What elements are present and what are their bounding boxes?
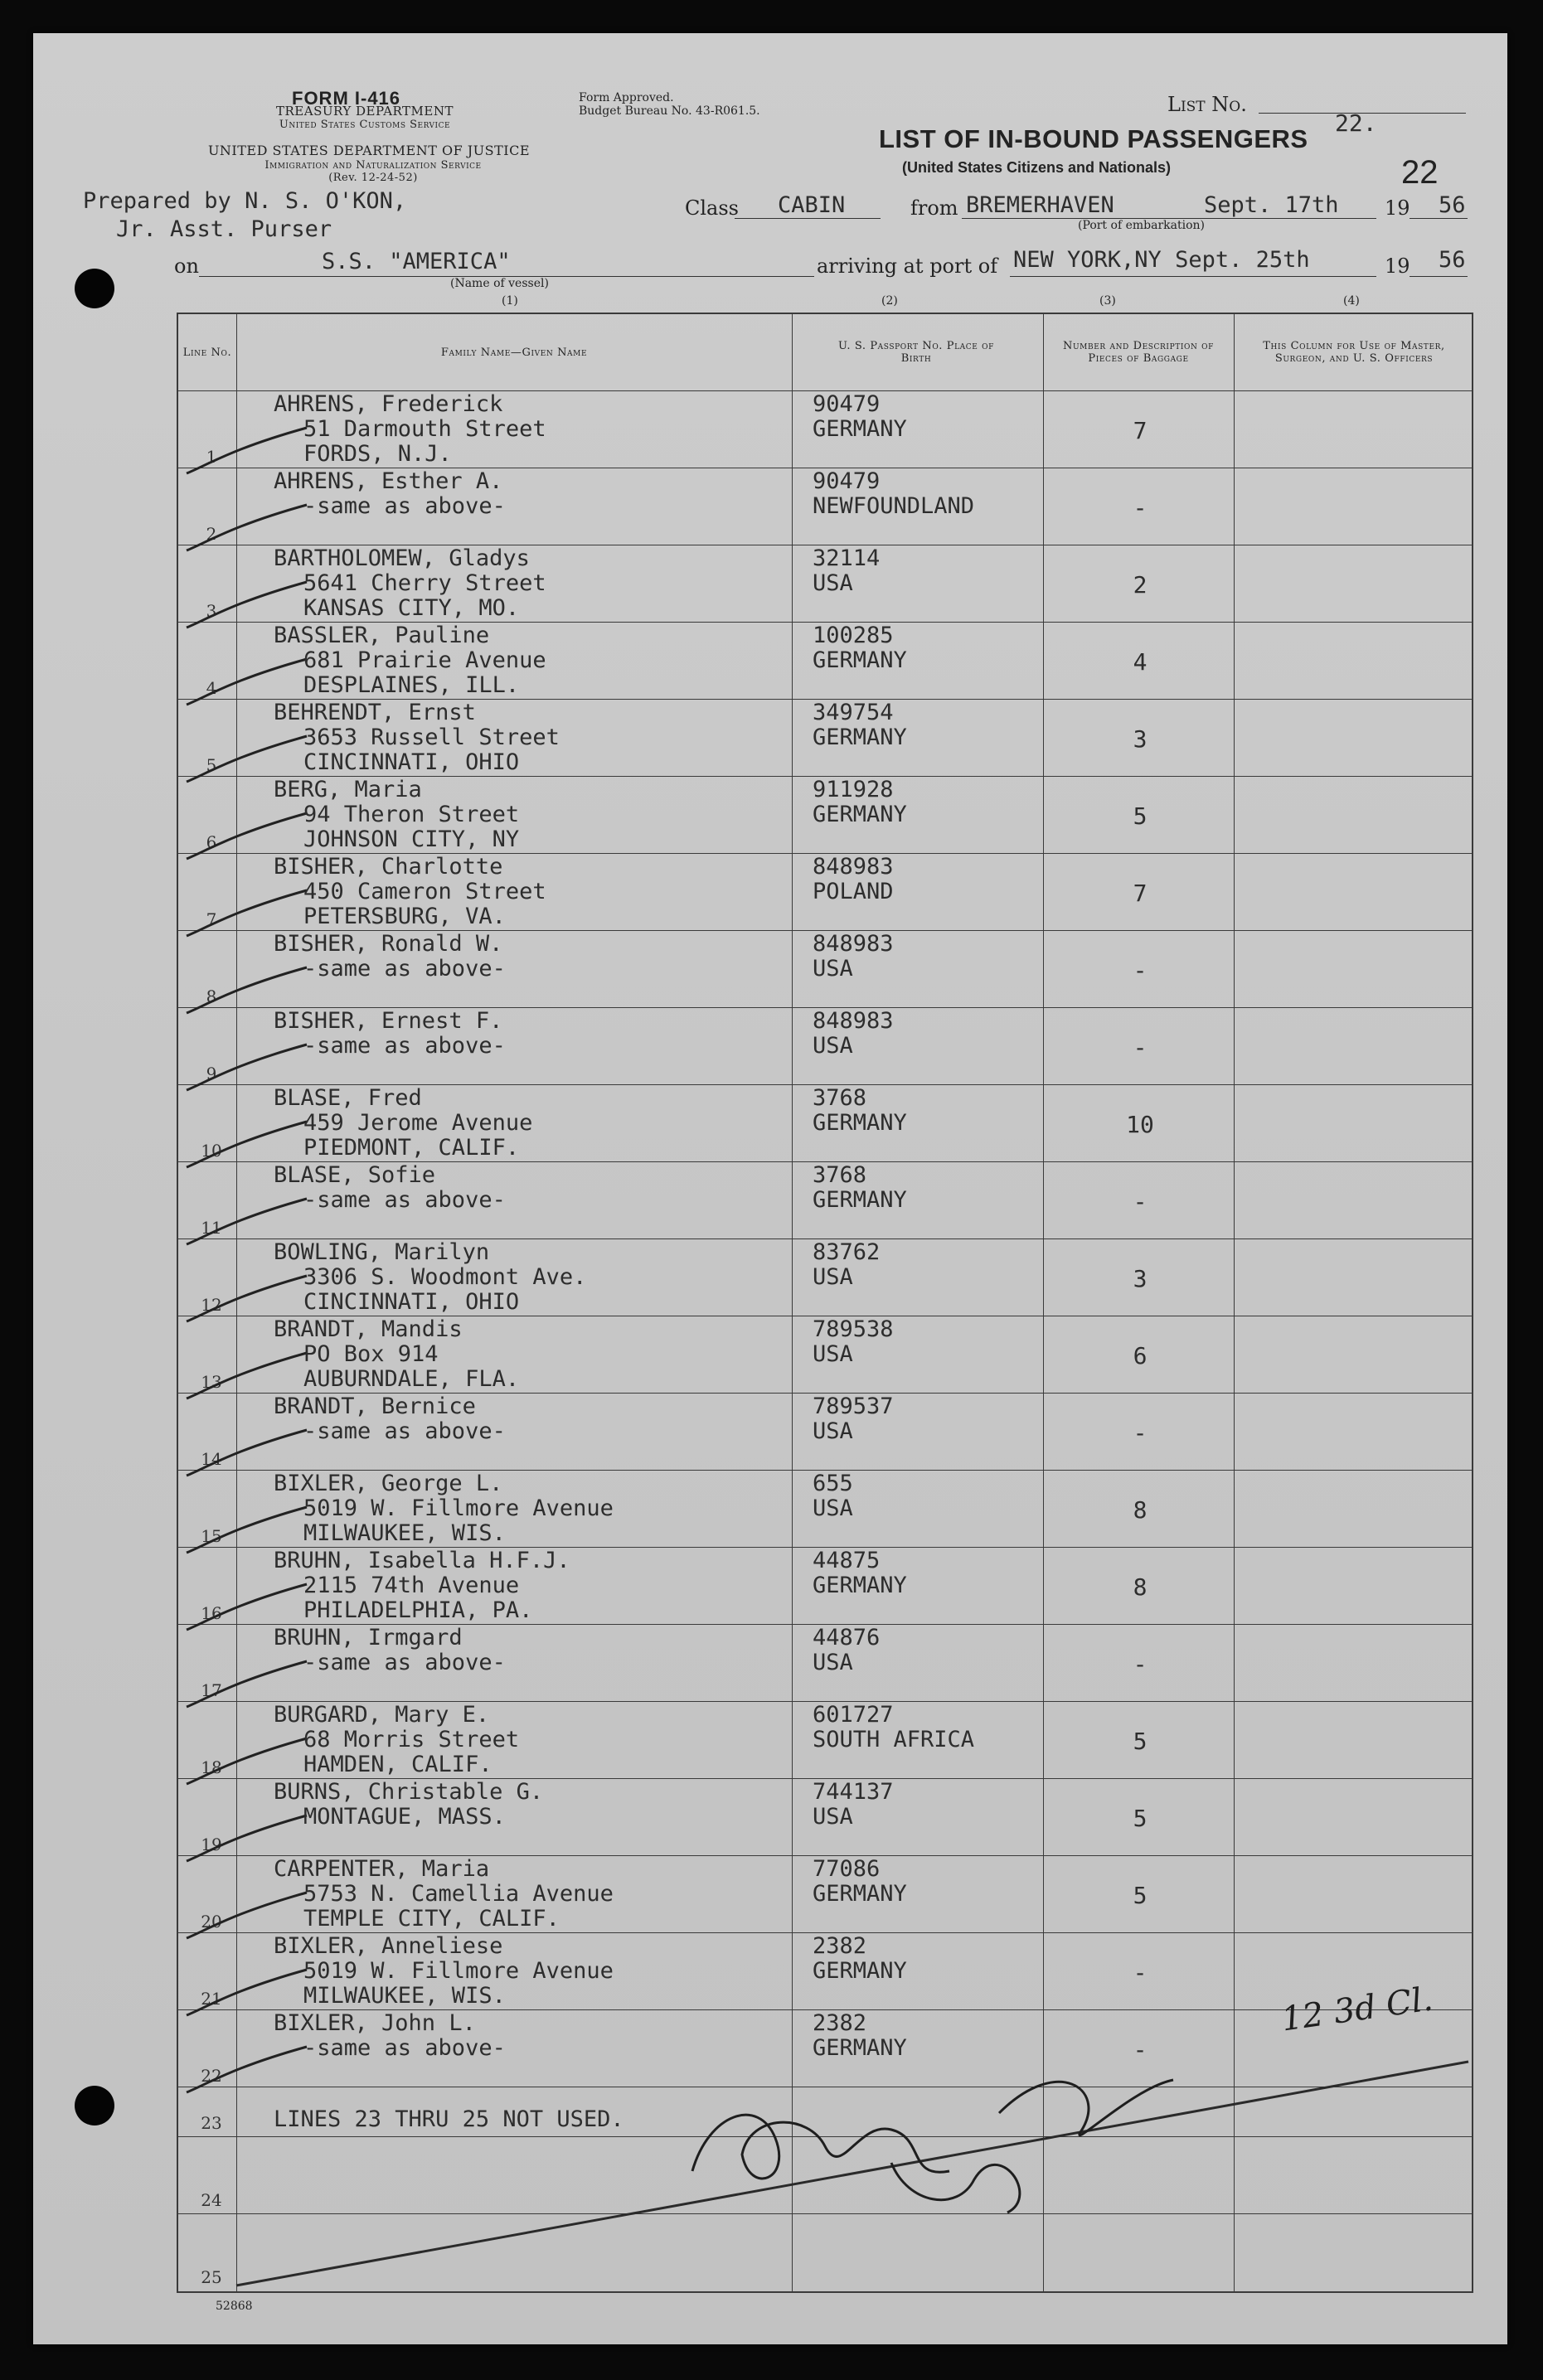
place-of-birth: USA xyxy=(813,1650,853,1675)
place-of-birth: GERMANY xyxy=(813,725,907,750)
passport-number: 100285 xyxy=(813,623,894,648)
line-number: 15 xyxy=(201,1526,222,1546)
passport-number: 744137 xyxy=(813,1779,894,1805)
passport-number: 90479 xyxy=(813,468,881,494)
class-rule xyxy=(735,218,881,219)
passenger-address-line: PHILADELPHIA, PA. xyxy=(303,1597,533,1623)
baggage-count: - xyxy=(1133,2036,1148,2063)
passenger-address-line: TEMPLE CITY, CALIF. xyxy=(303,1906,560,1932)
class-label: Class xyxy=(685,196,739,220)
passenger-address-line: MILWAUKEE, WIS. xyxy=(303,1520,506,1546)
customs-label: United States Customs Service xyxy=(279,119,451,131)
header-officers: This Column for Use of Master, Surgeon, and U. S. Officers xyxy=(1263,340,1445,365)
line-number: 25 xyxy=(201,2267,222,2287)
place-of-birth: USA xyxy=(813,1418,853,1444)
line-number: 20 xyxy=(201,1912,222,1932)
line-number: 17 xyxy=(201,1680,222,1700)
baggage-count: - xyxy=(1133,1650,1148,1678)
passenger-address-line: -same as above- xyxy=(303,1418,506,1444)
form-subtitle: (United States Citizens and Nationals) xyxy=(902,159,1172,176)
passenger-name: BISHER, Ronald W. xyxy=(274,931,503,957)
passenger-address-line: -same as above- xyxy=(303,956,506,982)
line-number: 1 xyxy=(206,447,217,467)
strike-overlay xyxy=(178,314,1472,2291)
passenger-name: BRUHN, Isabella H.F.J. xyxy=(274,1548,570,1573)
passport-number: 848983 xyxy=(813,931,894,957)
header-baggage: Number and Description of Pieces of Baggage xyxy=(1063,340,1214,365)
place-of-birth: GERMANY xyxy=(813,1958,907,1984)
passenger-address-line: 459 Jerome Avenue xyxy=(303,1110,533,1136)
baggage-count: 5 xyxy=(1133,802,1148,830)
place-of-birth: USA xyxy=(813,1495,853,1521)
rev-label: (Rev. 12-24-52) xyxy=(328,172,418,184)
passenger-name: BERG, Maria xyxy=(274,777,422,802)
passport-number: 83762 xyxy=(813,1239,881,1265)
vessel-caption: (Name of vessel) xyxy=(450,277,549,290)
passenger-address-line: 5019 W. Fillmore Avenue xyxy=(303,1958,614,1984)
passenger-name: BARTHOLOMEW, Gladys xyxy=(274,545,530,571)
column-number-4: (4) xyxy=(1343,294,1360,308)
passenger-address-line: PIEDMONT, CALIF. xyxy=(303,1135,520,1161)
passenger-address-line: DESPLAINES, ILL. xyxy=(303,672,520,698)
passport-number: 601727 xyxy=(813,1702,894,1728)
passenger-name: BLASE, Fred xyxy=(274,1085,422,1111)
line-number: 3 xyxy=(206,601,217,621)
passenger-address-line: 51 Darmouth Street xyxy=(303,416,546,442)
passenger-name: BIXLER, Anneliese xyxy=(274,1933,503,1959)
form-number: FORM I-416 xyxy=(292,88,401,109)
passport-number: 349754 xyxy=(813,700,894,725)
line-number: 16 xyxy=(201,1603,222,1623)
punch-hole xyxy=(75,269,114,308)
passport-number: 789538 xyxy=(813,1316,894,1342)
passport-number: 848983 xyxy=(813,1008,894,1034)
baggage-count: - xyxy=(1133,1034,1148,1061)
passenger-address-line: AUBURNDALE, FLA. xyxy=(303,1366,520,1392)
baggage-count: 5 xyxy=(1133,1728,1148,1755)
baggage-count: 8 xyxy=(1133,1573,1148,1601)
passport-number: 90479 xyxy=(813,391,881,417)
place-of-birth: POLAND xyxy=(813,879,894,904)
baggage-count: 7 xyxy=(1133,417,1148,444)
place-of-birth: USA xyxy=(813,1264,853,1290)
departure-year: 56 xyxy=(1439,192,1466,218)
passport-number: 2382 xyxy=(813,1933,867,1959)
passenger-name: AHRENS, Frederick xyxy=(274,391,503,417)
line-number: 8 xyxy=(206,986,217,1006)
passenger-address-line: 681 Prairie Avenue xyxy=(303,647,546,673)
passenger-address-line: KANSAS CITY, MO. xyxy=(303,595,520,621)
baggage-count: - xyxy=(1133,957,1148,984)
line-number: 23 xyxy=(201,2113,222,2133)
line-number: 21 xyxy=(201,1989,222,2009)
header-name: Family Name—Given Name xyxy=(440,346,588,359)
arrival-year: 56 xyxy=(1439,247,1466,273)
passenger-address-line: -same as above- xyxy=(303,493,506,519)
departure-date: Sept. 17th xyxy=(1204,192,1339,218)
passenger-address-line: -same as above- xyxy=(303,1187,506,1213)
class-value: CABIN xyxy=(778,192,846,218)
passenger-name: BEHRENDT, Ernst xyxy=(274,700,476,725)
passport-number: 2382 xyxy=(813,2010,867,2036)
baggage-count: 3 xyxy=(1133,1265,1148,1292)
passport-number: 911928 xyxy=(813,777,894,802)
passport-number: 655 xyxy=(813,1471,853,1496)
passenger-address-line: PO Box 914 xyxy=(303,1341,439,1367)
place-of-birth: USA xyxy=(813,1804,853,1830)
passenger-address-line: 2115 74th Avenue xyxy=(303,1573,520,1598)
passenger-name: BIXLER, John L. xyxy=(274,2010,476,2036)
passenger-address-line: PETERSBURG, VA. xyxy=(303,904,506,929)
line-number: 18 xyxy=(201,1757,222,1777)
form-title: LIST OF IN-BOUND PASSENGERS xyxy=(879,124,1308,153)
passenger-name: BURGARD, Mary E. xyxy=(274,1702,490,1728)
arrival-rule xyxy=(1010,276,1376,277)
passenger-address-line: 3306 S. Woodmont Ave. xyxy=(303,1264,587,1290)
baggage-count: 4 xyxy=(1133,648,1148,676)
year-prefix: 19 xyxy=(1385,196,1410,220)
line-number: 4 xyxy=(206,678,217,698)
immigration-label: Immigration and Naturalization Service xyxy=(264,159,482,172)
list-no-stamp: 22 xyxy=(1401,154,1439,191)
passport-number: 3768 xyxy=(813,1162,867,1188)
passenger-address-line: FORDS, N.J. xyxy=(303,441,452,467)
place-of-birth: SOUTH AFRICA xyxy=(813,1727,975,1752)
prepared-title: Jr. Asst. Purser xyxy=(116,216,332,242)
passenger-name: BRANDT, Bernice xyxy=(274,1394,476,1419)
unused-lines-note: LINES 23 THRU 25 NOT USED. xyxy=(274,2106,624,2132)
passenger-address-line: 450 Cameron Street xyxy=(303,879,546,904)
passenger-name: BRANDT, Mandis xyxy=(274,1316,463,1342)
justice-label: UNITED STATES DEPARTMENT OF JUSTICE xyxy=(207,143,531,158)
column-number-2: (2) xyxy=(881,294,898,308)
prepared-by: Prepared by N. S. O'KON, xyxy=(83,188,407,214)
passenger-address-line: -same as above- xyxy=(303,2035,506,2061)
year-rule-arrival xyxy=(1410,276,1468,277)
line-number: 11 xyxy=(201,1218,222,1238)
arriving-label: arriving at port of xyxy=(817,254,998,278)
list-no-label: List No. xyxy=(1167,93,1247,116)
baggage-count: - xyxy=(1133,1419,1148,1447)
line-number: 19 xyxy=(201,1835,222,1854)
baggage-count: 7 xyxy=(1133,880,1148,907)
line-number: 10 xyxy=(201,1141,222,1161)
line-number: 22 xyxy=(201,2066,222,2086)
passenger-name: BOWLING, Marilyn xyxy=(274,1239,490,1265)
place-of-birth: GERMANY xyxy=(813,1110,907,1136)
place-of-birth: GERMANY xyxy=(813,416,907,442)
passenger-address-line: HAMDEN, CALIF. xyxy=(303,1752,492,1777)
place-of-birth: USA xyxy=(813,1033,853,1059)
passenger-address-line: MILWAUKEE, WIS. xyxy=(303,1983,506,2009)
place-of-birth: GERMANY xyxy=(813,802,907,827)
column-number-3: (3) xyxy=(1099,294,1116,308)
passenger-address-line: CINCINNATI, OHIO xyxy=(303,749,520,775)
place-of-birth: NEWFOUNDLAND xyxy=(813,493,975,519)
header-passport: U. S. Passport No. Place of Birth xyxy=(838,340,994,365)
place-of-birth: GERMANY xyxy=(813,2035,907,2061)
baggage-count: 5 xyxy=(1133,1882,1148,1909)
passenger-name: BISHER, Ernest F. xyxy=(274,1008,503,1034)
passenger-address-line: 3653 Russell Street xyxy=(303,725,560,750)
passenger-name: AHRENS, Esther A. xyxy=(274,468,503,494)
place-of-birth: GERMANY xyxy=(813,1187,907,1213)
baggage-count: - xyxy=(1133,494,1148,521)
passport-number: 44875 xyxy=(813,1548,881,1573)
place-of-birth: GERMANY xyxy=(813,1881,907,1907)
passenger-table xyxy=(177,313,1473,2293)
baggage-count: 2 xyxy=(1133,571,1148,599)
on-label: on xyxy=(174,254,199,278)
year-rule xyxy=(1410,218,1468,219)
passenger-name: CARPENTER, Maria xyxy=(274,1856,490,1882)
passenger-address-line: 68 Morris Street xyxy=(303,1727,520,1752)
handwritten-note: 12 3d Cl. xyxy=(1279,1980,1435,2039)
line-number: 24 xyxy=(201,2190,222,2210)
place-of-birth: USA xyxy=(813,1341,853,1367)
passport-number: 789537 xyxy=(813,1394,894,1419)
line-number: 13 xyxy=(201,1372,222,1392)
passenger-name: BLASE, Sofie xyxy=(274,1162,436,1188)
place-of-birth: GERMANY xyxy=(813,647,907,673)
passenger-name: BISHER, Charlotte xyxy=(274,854,503,880)
passport-number: 77086 xyxy=(813,1856,881,1882)
header-line-no: Line No. xyxy=(182,346,232,359)
line-number: 2 xyxy=(206,524,217,544)
void-strike-line xyxy=(236,2062,1468,2285)
line-number: 7 xyxy=(206,909,217,929)
passenger-address-line: -same as above- xyxy=(303,1033,506,1059)
embarkation-caption: (Port of embarkation) xyxy=(1078,219,1205,232)
passenger-address-line: -same as above- xyxy=(303,1650,506,1675)
line-number: 6 xyxy=(206,832,217,852)
form-code: 52868 xyxy=(216,2300,253,2313)
passenger-name: BASSLER, Pauline xyxy=(274,623,490,648)
from-label: from xyxy=(910,196,958,220)
baggage-count: 3 xyxy=(1133,725,1148,753)
passenger-address-line: 5019 W. Fillmore Avenue xyxy=(303,1495,614,1521)
line-number: 5 xyxy=(206,755,217,775)
port-arrival: NEW YORK,NY Sept. 25th xyxy=(1013,247,1310,273)
passport-number: 44876 xyxy=(813,1625,881,1650)
passenger-name: BURNS, Christable G. xyxy=(274,1779,544,1805)
place-of-birth: GERMANY xyxy=(813,1573,907,1598)
place-of-birth: USA xyxy=(813,956,853,982)
line-number: 14 xyxy=(201,1449,222,1469)
passport-number: 3768 xyxy=(813,1085,867,1111)
passenger-address-line: 5641 Cherry Street xyxy=(303,570,546,596)
passenger-name: BRUHN, Irmgard xyxy=(274,1625,463,1650)
column-number-1: (1) xyxy=(502,294,518,308)
baggage-count: - xyxy=(1133,1188,1148,1215)
line-number: 12 xyxy=(201,1295,222,1315)
passenger-address-line: JOHNSON CITY, NY xyxy=(303,826,520,852)
passenger-address-line: CINCINNATI, OHIO xyxy=(303,1289,520,1315)
line-number: 9 xyxy=(206,1064,217,1083)
passport-number: 32114 xyxy=(813,545,881,571)
passenger-address-line: MONTAGUE, MASS. xyxy=(303,1804,506,1830)
port-embarkation: BREMERHAVEN xyxy=(966,192,1114,218)
department-label: TREASURY DEPARTMENT xyxy=(276,104,454,119)
baggage-count: 8 xyxy=(1133,1496,1148,1524)
year-prefix-arrival: 19 xyxy=(1385,254,1410,278)
approved-label: Form Approved. xyxy=(579,91,674,104)
passenger-address-line: 5753 N. Camellia Avenue xyxy=(303,1881,614,1907)
passenger-name: BIXLER, George L. xyxy=(274,1471,503,1496)
passport-number: 848983 xyxy=(813,854,894,880)
master-signature xyxy=(692,2080,1173,2213)
vessel-name: S.S. "AMERICA" xyxy=(322,249,511,274)
baggage-count: - xyxy=(1133,1959,1148,1986)
baggage-count: 10 xyxy=(1126,1111,1154,1138)
place-of-birth: USA xyxy=(813,570,853,596)
passenger-address-line: 94 Theron Street xyxy=(303,802,520,827)
list-no-value: 22. xyxy=(1335,109,1377,137)
punch-hole xyxy=(75,2086,114,2126)
budget-label: Budget Bureau No. 43-R061.5. xyxy=(579,104,760,118)
baggage-count: 6 xyxy=(1133,1342,1148,1369)
baggage-count: 5 xyxy=(1133,1805,1148,1832)
